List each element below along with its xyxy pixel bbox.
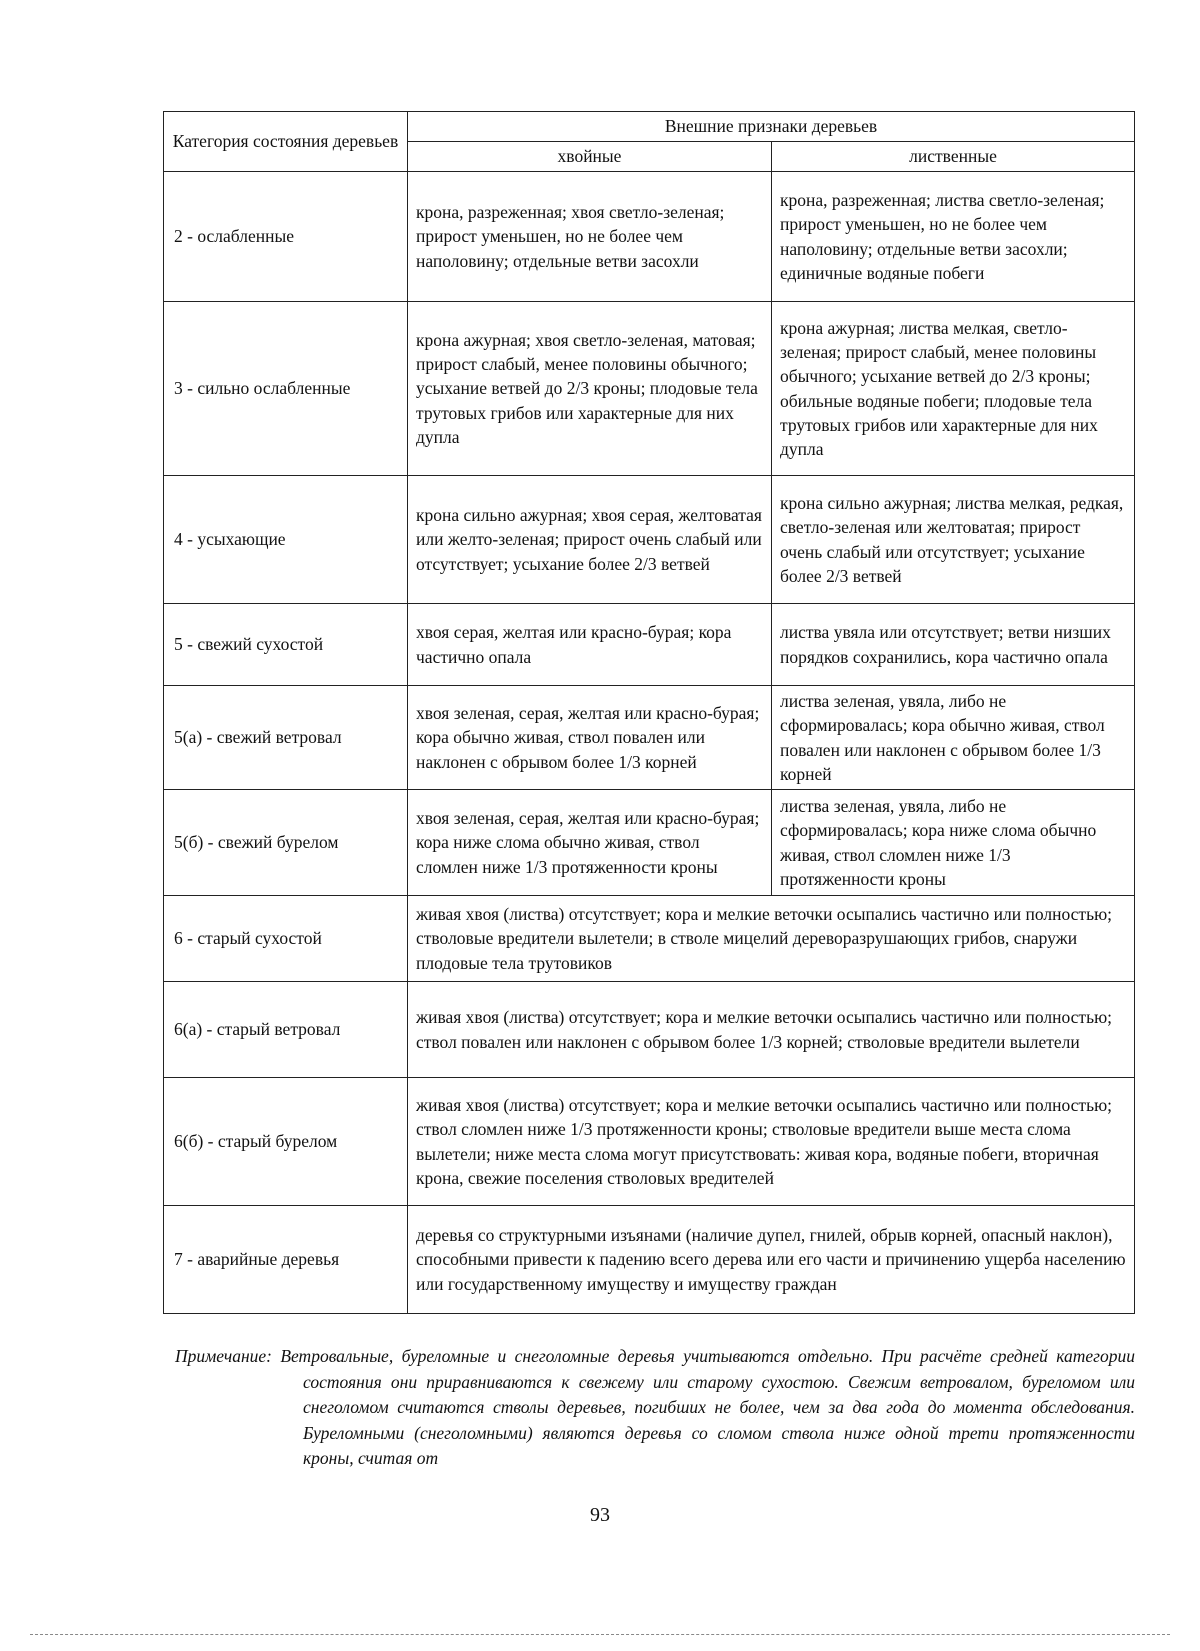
row-conifer: хвоя зеленая, серая, желтая или красно-бурая; кора ниже слома обычно живая, ствол сломлен ниже 1/3 протяженности кроны — [408, 790, 772, 896]
table-row — [164, 476, 1135, 604]
table-row — [164, 790, 1135, 896]
row-signs: живая хвоя (листва) отсутствует; кора и мелкие веточки осыпались частично или полностью; стволовые вредители вылетели; в стволе мицелий дереворазрушающих грибов, снаружи плодовые тела трутовиков — [408, 896, 1135, 982]
row-category: 4 - усыхающие — [164, 476, 408, 604]
row-category: 6(б) - старый бурелом — [164, 1078, 408, 1206]
table-row — [164, 302, 1135, 476]
row-conifer: крона, разреженная; хвоя светло-зеленая; прирост уменьшен, но не более чем наполовину; отдельные ветви засохли — [408, 172, 772, 302]
row-category: 3 - сильно ослабленные — [164, 302, 408, 476]
table-row — [164, 686, 1135, 790]
table-row — [164, 172, 1135, 302]
page-bottom-rule — [30, 1634, 1170, 1635]
row-deciduous: листва увяла или отсутствует; ветви низших порядков сохранились, кора частично опала — [772, 604, 1135, 686]
row-category: 6 - старый сухостой — [164, 896, 408, 982]
footnote: Примечание: Ветровальные, буреломные и снеголомные деревья учитываются отдельно. При расчёте средней категории состояния они приравниваются к свежему или старому сухостою. Свежим ветровалом, буреломом или снеголомом считаются стволы деревьев, погибших не более, чем за два года до момента обследования. Буреломными (снеголомными) являются деревья со сломом ствола ниже одной трети протяженности кроны, считая от — [175, 1346, 1135, 1469]
row-signs: живая хвоя (листва) отсутствует; кора и мелкие веточки осыпались частично или полностью; ствол сломлен ниже 1/3 протяженности кроны; стволовые вредители выше места слома вылетели; ниже места слома могут присутствовать: живая кора, водяные побеги, вторичная крона, свежие поселения стволовых вредителей — [408, 1078, 1135, 1206]
table-row — [164, 1078, 1135, 1206]
row-conifer: хвоя серая, желтая или красно-бурая; кора частично опала — [408, 604, 772, 686]
row-conifer: крона сильно ажурная; хвоя серая, желтоватая или желто-зеленая; прирост очень слабый или отсутствует; усыхание более 2/3 ветвей — [408, 476, 772, 604]
row-deciduous: крона, разреженная; листва светло-зеленая; прирост уменьшен, но не более чем наполовину; отдельные ветви засохли; единичные водяные побеги — [772, 172, 1135, 302]
row-category: 5(а) - свежий ветровал — [164, 686, 408, 790]
row-conifer: крона ажурная; хвоя светло-зеленая, матовая; прирост слабый, менее половины обычного; усыхание ветвей до 2/3 кроны; плодовые тела трутовых грибов или характерные для них дупла — [408, 302, 772, 476]
header-deciduous: лиственные — [772, 142, 1135, 172]
row-category: 7 - аварийные деревья — [164, 1206, 408, 1314]
header-category: Категория состояния деревьев — [164, 112, 408, 172]
row-signs: деревья со структурными изъянами (наличие дупел, гнилей, обрыв корней, опасный наклон), способными привести к падению всего дерева или его части и причинению ущерба населению или государственному имуществу и имуществу граждан — [408, 1206, 1135, 1314]
row-category: 2 - ослабленные — [164, 172, 408, 302]
table-row — [164, 1206, 1135, 1314]
table-row — [164, 896, 1135, 982]
row-category: 5(б) - свежий бурелом — [164, 790, 408, 896]
row-deciduous: листва зеленая, увяла, либо не сформировалась; кора ниже слома обычно живая, ствол сломлен ниже 1/3 протяженности кроны — [772, 790, 1135, 896]
row-signs: живая хвоя (листва) отсутствует; кора и мелкие веточки осыпались частично или полностью; ствол повален или наклонен с обрывом более 1/3 корней; стволовые вредители вылетели — [408, 982, 1135, 1078]
row-category: 5 - свежий сухостой — [164, 604, 408, 686]
header-conifer: хвойные — [408, 142, 772, 172]
table-row — [164, 982, 1135, 1078]
row-conifer: хвоя зеленая, серая, желтая или красно-бурая; кора обычно живая, ствол повален или наклонен с обрывом более 1/3 корней — [408, 686, 772, 790]
row-deciduous: крона сильно ажурная; листва мелкая, редкая, светло-зеленая или желтоватая; прирост очень слабый или отсутствует; усыхание более 2/3 ветвей — [772, 476, 1135, 604]
header-external-signs: Внешние признаки деревьев — [408, 112, 1135, 142]
tree-condition-table — [163, 111, 1135, 1314]
table-row — [164, 604, 1135, 686]
row-category: 6(а) - старый ветровал — [164, 982, 408, 1078]
page-number: 93 — [590, 1504, 610, 1526]
row-deciduous: листва зеленая, увяла, либо не сформировалась; кора обычно живая, ствол повален или наклонен с обрывом более 1/3 корней — [772, 686, 1135, 790]
row-deciduous: крона ажурная; листва мелкая, светло-зеленая; прирост слабый, менее половины обычного; усыхание ветвей до 2/3 кроны; обильные водяные побеги; плодовые тела трутовых грибов или характерные для них дупла — [772, 302, 1135, 476]
